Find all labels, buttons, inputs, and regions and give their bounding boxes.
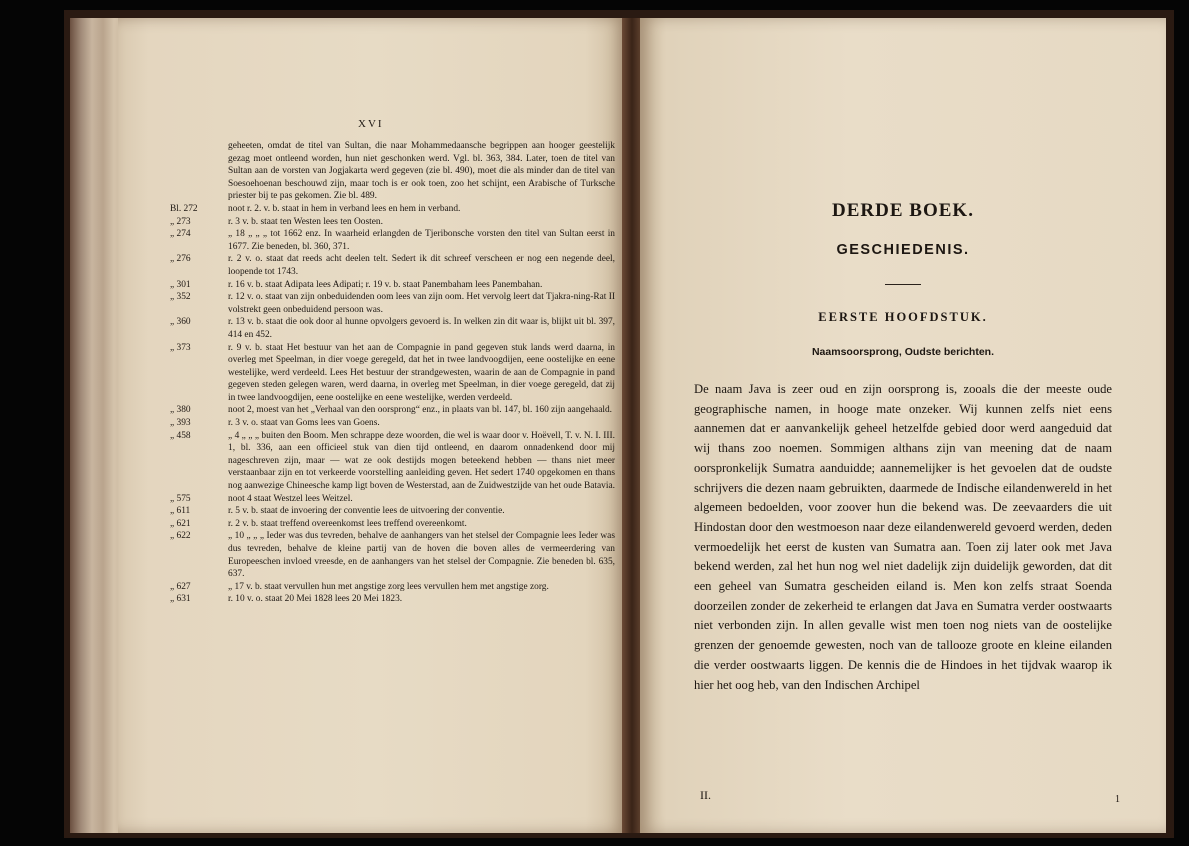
errata-correction: r. 2 v. o. staat dat reeds acht deelen telt. Sedert ik dit schreef verscheen er nog een negende deel, loopende tot 1743. (228, 254, 615, 277)
errata-entry (170, 291, 615, 316)
errata-correction: r. 13 v. b. staat die ook door al hunne opvolgers gevoerd is. In welken zin dit waar is, blijkt uit bl. 397, 414 en 452. (228, 317, 615, 340)
errata-entry (170, 493, 615, 506)
chapter-body-text: De naam Java is zeer oud en zijn oorsprong is, zooals die der meeste oude geographische namen, in hooge mate onzeker. Wij kunnen zelfs niet eens aannemen dat er aanvankelijk geheel hetzelfde gebied door werd aangeduid dat wij thans zoo noemen. Sommigen althans zijn van meening dat de naam oorspronkelijk Sumatra aanduidde; aannemelijker is het gevoelen dat de oudste schrijvers die dezen naam gebruikten, daarmede de Indische eilandenwereld in het algemeen bedoelden, voor zoover hun die bekend was. De zeevaarders die uit Hindostan door den westmoeson naar deze eilandenwereld gevoerd werden, deden vermoedelijk het eerst de kusten van Sumatra aan. Toen zij later ook met Java bekend werden, zal het hun nog wel niet dadelijk zijn duidelijk geworden, dat dit een geheel van Sumatra gescheiden eiland is. Men kon zelfs straat Soenda doorzeilen zonder de zekerheid te erlangen dat Java en Sumatra verder oostwaarts niet verbonden zijn. In allen gevalle wist men toen nog niets van de oostelijke grenzen der genoemde gewesten, noch van de tallooze groote en kleine eilanden die verder oostwaarts liggen. De kennis die de Hindoes in het tijdvak waarop ik hier het oog heb, van den Indischen Archipel (694, 382, 1112, 692)
errata-page-ref: „ 575 (170, 493, 191, 504)
errata-correction: r. 3 v. o. staat van Goms lees van Goens. (228, 418, 380, 429)
page-edges (70, 18, 125, 833)
errata-entry (170, 518, 615, 531)
errata-entry (170, 505, 615, 518)
left-page-number: XVI (358, 118, 384, 130)
errata-page-ref: „ 360 (170, 317, 191, 328)
errata-entry (170, 216, 615, 229)
chapter-heading: EERSTE HOOFDSTUK. (818, 310, 988, 324)
errata-entry (170, 342, 615, 405)
errata-entry (170, 593, 615, 606)
chapter-opening (694, 200, 1112, 695)
errata-correction: „ 18 „ „ „ tot 1662 enz. In waarheid erlangden de Tjeribonsche vorsten den titel van Sultan eerst in 1677. Zie beneden, bl. 360, 371. (228, 229, 615, 252)
errata-correction: r. 2 v. b. staat treffend overeenkomst lees treffend overeenkomt. (228, 518, 467, 529)
errata-page-ref: „ 380 (170, 405, 191, 416)
errata-correction: r. 10 v. o. staat 20 Mei 1828 lees 20 Mei 1823. (228, 594, 403, 605)
errata-correction: noot 2, moest van het „Verhaal van den oorsprong“ enz., in plaats van bl. 147, bl. 160 zijn aangehaald. (228, 405, 613, 416)
errata-page-ref: „ 352 (170, 292, 191, 303)
errata-page-ref: „ 273 (170, 216, 191, 227)
errata-page-ref: „ 274 (170, 229, 191, 240)
right-page-number: 1 (1115, 794, 1120, 805)
errata-correction: „ 17 v. b. staat vervullen hun met angstige zorg lees vervullen hem met angstige zorg. (228, 581, 549, 592)
errata-correction: noot r. 2. v. b. staat in hem in verband lees en hem in verband. (228, 203, 461, 214)
errata-page-ref: „ 621 (170, 518, 191, 529)
errata-entry (170, 253, 615, 278)
errata-page-ref: „ 622 (170, 531, 191, 542)
errata-correction: r. 9 v. b. staat Het bestuur van het aan de Compagnie in pand gegeven stuk lands werd daarna, in overleg met Speelman, in dier voege geregeld, dat het in twee landvoogdijen, eene oostelijke en eene westelijke, werd verdeeld. Lees Het bestuur der strandgewesten, waarin de aan de Compagnie in pand gegeven steden gelegen waren, werd daarna, in overleg met Speelman, in dier voege geregeld, dat zij in twee landvoogdijen, eene oostelijke en eene westelijke, werden verdeeld. (228, 342, 615, 403)
errata-intro: geheeten, omdat de titel van Sultan, die naar Mohammedaansche begrippen aan hooger geestelijk gezag moet ontleend worden, hun niet geschonken werd. Vgl. bl. 363, 384. Later, toen de titel van Sultan aan de vorsten van Jogjakarta werd gegeven (zie bl. 490), moet die als minder dan de titel van Soesoehoenan beschouwd zijn, maar toch is er ook toen, zoo het schijnt, een Arabische of Turksche priester bij te pas gekomen. Zie bl. 489. (228, 141, 615, 202)
signature-mark: II. (700, 788, 711, 802)
errata-entry (170, 203, 615, 216)
errata-page-ref: „ 611 (170, 506, 191, 517)
errata-correction: r. 12 v. o. staat van zijn onbeduidenden oom lees van zijn oom. Het vervolg leert dat Tjakra-ning-Rat II volstrekt geen onbeduidend persoon was. (228, 292, 615, 315)
book-title: DERDE BOEK. (832, 200, 974, 221)
errata-entry (170, 417, 615, 430)
section-title: GESCHIEDENIS. (836, 242, 970, 258)
errata-correction: „ 10 „ „ „ Ieder was dus tevreden, behalve de aanhangers van het stelsel der Compagnie lees Ieder was dus tevreden, behalve de kleine partij van de hoven die boven alles de vermeerdering van Europeeschen invloed vreesde, en de aanhangers van het stelsel der Compagnie. Zie beneden bl. 635, 637. (228, 531, 615, 580)
errata-correction: noot 4 staat Westzel lees Weitzel. (228, 493, 353, 504)
errata-entry (170, 430, 615, 493)
errata-entry (170, 228, 615, 253)
errata-page-ref: „ 373 (170, 342, 191, 353)
errata-page-ref: „ 301 (170, 279, 191, 290)
errata-page-ref: „ 393 (170, 418, 191, 429)
errata-entry (170, 279, 615, 292)
divider-rule (885, 284, 921, 285)
errata-page-ref: „ 627 (170, 581, 191, 592)
errata-page-ref: „ 276 (170, 254, 191, 265)
errata-correction: „ 4 „ „ „ buiten den Boom. Men schrappe deze woorden, die wel is waar door v. Hoëvell, T. v. N. I. III. 1, bl. 336, aan een officieel stuk van dien tijd ontleend, en daarom onnadenkend door mij nageschreven zijn, maar — wat ze ook destijds mogen beteekend hebben — thans niet meer verstaanbaar zijn en tot verkeerde voorstelling aanleiding geven. Het sedert 1740 opgekomen en thans nog aanwezige Chineesche kamp ligt boven de Westerstad, aan de Zuidwestzijde van het oude Batavia. (228, 430, 615, 492)
errata-list (170, 203, 615, 606)
errata-entry (170, 581, 615, 594)
errata-correction: r. 5 v. b. staat de invoering der conventie lees de uitvoering der conventie. (228, 506, 505, 517)
errata-page-ref: Bl. 272 (170, 203, 198, 214)
errata-entry (170, 316, 615, 341)
errata-page-ref: „ 458 (170, 430, 191, 441)
errata-column (170, 140, 615, 606)
errata-page-ref: „ 631 (170, 594, 191, 605)
errata-entry (170, 404, 615, 417)
chapter-subtitle: Naamsoorsprong, Oudste berichten. (811, 346, 995, 358)
errata-correction: r. 16 v. b. staat Adipata lees Adipati; r. 19 v. b. staat Panembaham lees Panembahan. (228, 279, 543, 290)
errata-entry (170, 530, 615, 580)
errata-correction: r. 3 v. b. staat ten Westen lees ten Oosten. (228, 216, 383, 227)
